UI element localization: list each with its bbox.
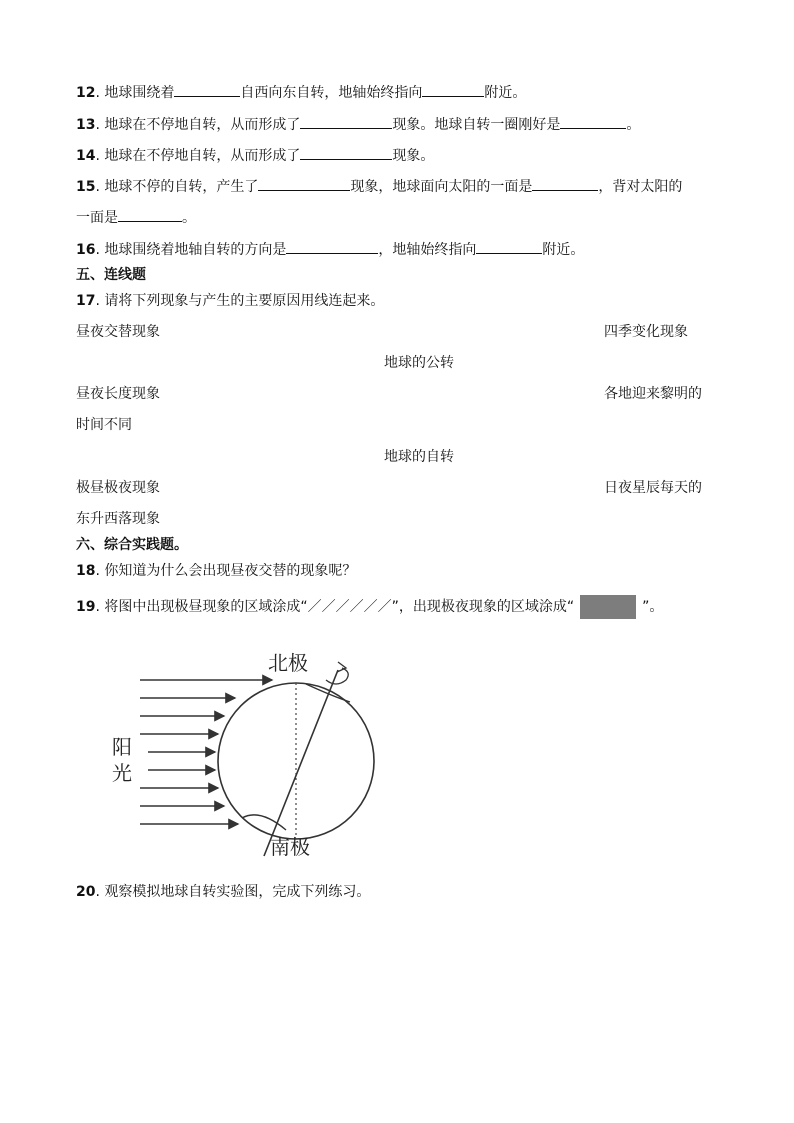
question-13 bbox=[76, 114, 640, 135]
polar-night-swatch bbox=[580, 595, 636, 619]
match-right-2[interactable]: 各地迎来黎明的 bbox=[604, 386, 702, 402]
section-6-heading: 六、综合实践题。 bbox=[76, 537, 188, 553]
answer-blank[interactable] bbox=[476, 239, 542, 254]
question-text: . 你知道为什么会出现昼夜交替的现象呢？ bbox=[95, 563, 357, 579]
north-pole-label: 北极 bbox=[268, 651, 308, 675]
match-center-1[interactable]: 地球的公转 bbox=[384, 355, 454, 371]
earth-axis bbox=[264, 670, 338, 856]
question-15-continued bbox=[76, 207, 196, 228]
question-number: 16 bbox=[76, 242, 96, 258]
answer-blank[interactable] bbox=[118, 207, 182, 222]
answer-blank[interactable] bbox=[300, 114, 392, 129]
question-text: 现象。地球自转一圈刚好是 bbox=[392, 117, 561, 133]
question-18 bbox=[76, 561, 356, 581]
match-left-2[interactable]: 昼夜长度现象 bbox=[76, 386, 160, 402]
sunlight-label-1: 阳 bbox=[112, 735, 132, 759]
question-19 bbox=[76, 595, 663, 619]
south-pole-label: 南极 bbox=[270, 835, 310, 859]
question-number: 19 bbox=[76, 599, 96, 615]
question-text: ，地轴始终指向 bbox=[378, 242, 477, 258]
question-text: 附近。 bbox=[484, 85, 527, 101]
match-right-2-continued: 时间不同 bbox=[76, 417, 132, 433]
question-text: 附近。 bbox=[542, 242, 585, 258]
question-text: ”。 bbox=[642, 599, 664, 615]
match-center-2[interactable]: 地球的自转 bbox=[384, 449, 454, 465]
earth-circle bbox=[218, 683, 374, 839]
answer-blank[interactable] bbox=[560, 114, 626, 129]
answer-blank[interactable] bbox=[286, 239, 378, 254]
match-right-1[interactable]: 四季变化现象 bbox=[604, 324, 688, 340]
question-text: . 地球围绕着地轴自转的方向是 bbox=[95, 242, 287, 258]
question-number: 20 bbox=[76, 884, 96, 900]
match-left-1[interactable]: 昼夜交替现象 bbox=[76, 324, 160, 340]
question-text: 。 bbox=[626, 117, 641, 133]
question-text: . 请将下列现象与产生的主要原因用线连起来。 bbox=[95, 293, 385, 309]
question-15 bbox=[76, 176, 682, 197]
question-text: 自西向东自转，地轴始终指向 bbox=[240, 85, 423, 101]
sunlight-label-2: 光 bbox=[112, 761, 132, 785]
question-text: ，背对太阳的 bbox=[598, 179, 683, 195]
question-text: 一面是 bbox=[76, 210, 118, 226]
section-5-heading: 五、连线题 bbox=[76, 267, 146, 283]
question-text: . 地球不停的自转，产生了 bbox=[95, 179, 259, 195]
question-text: . 地球在不停地自转，从而形成了 bbox=[95, 117, 301, 133]
question-number: 17 bbox=[76, 293, 96, 309]
question-16 bbox=[76, 239, 584, 260]
answer-blank[interactable] bbox=[258, 176, 350, 191]
question-number: 12 bbox=[76, 85, 96, 101]
question-text: . 地球围绕着 bbox=[95, 85, 175, 101]
match-right-3-continued: 东升西落现象 bbox=[76, 511, 160, 527]
answer-blank[interactable] bbox=[422, 82, 484, 97]
question-text: . 将图中出现极昼现象的区域涂成“／／／／／／”，出现极夜现象的区域涂成“ bbox=[95, 599, 575, 615]
question-text: 现象。 bbox=[392, 148, 435, 164]
question-12 bbox=[76, 82, 526, 103]
question-number: 13 bbox=[76, 117, 96, 133]
match-left-3[interactable]: 极昼极夜现象 bbox=[76, 480, 160, 496]
question-text: 现象，地球面向太阳的一面是 bbox=[350, 179, 533, 195]
question-20 bbox=[76, 882, 370, 902]
question-17 bbox=[76, 291, 384, 311]
question-number: 18 bbox=[76, 563, 96, 579]
question-number: 14 bbox=[76, 148, 96, 164]
earth-sunlight-figure bbox=[100, 640, 390, 865]
question-number: 15 bbox=[76, 179, 96, 195]
match-right-3[interactable]: 日夜星辰每天的 bbox=[604, 480, 702, 496]
question-text: . 地球在不停地自转，从而形成了 bbox=[95, 148, 301, 164]
question-text: 。 bbox=[182, 210, 196, 226]
answer-blank[interactable] bbox=[532, 176, 598, 191]
question-14 bbox=[76, 145, 434, 166]
answer-blank[interactable] bbox=[174, 82, 240, 97]
answer-blank[interactable] bbox=[300, 145, 392, 160]
sunlight-arrows bbox=[140, 680, 272, 824]
question-text: . 观察模拟地球自转实验图，完成下列练习。 bbox=[95, 884, 371, 900]
